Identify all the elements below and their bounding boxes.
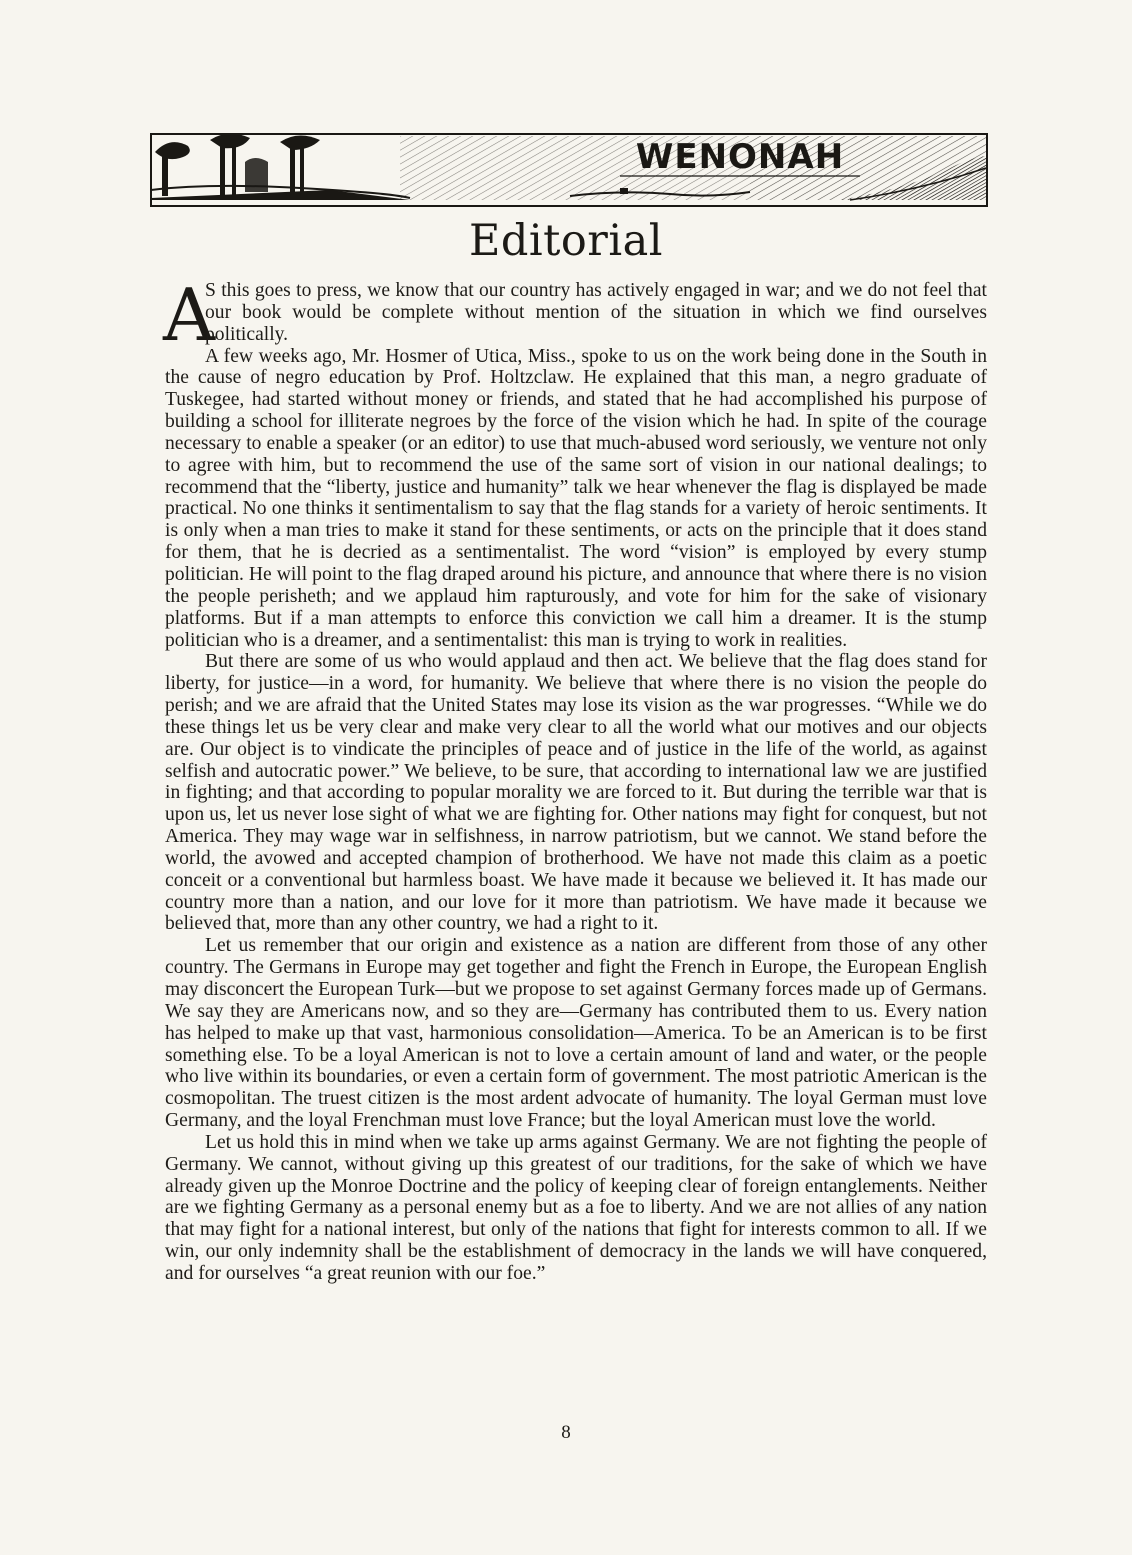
page-number: 8 [561, 1422, 571, 1443]
paragraph-1-text: S this goes to press, we know that our country has actively engaged in war; and we do not feel that our book would be complete without mention of the situation in which we find ourselves politically. [205, 280, 987, 345]
page-title: Editorial [468, 216, 664, 266]
banner-title: WENONAH [635, 137, 845, 177]
paragraph-1 [163, 273, 987, 357]
paragraph-5: Let us hold this in mind when we take up arms against Germany. We are not fighting the people of Germany. We cannot, without giving up this greatest of our traditions, for the sake of which we have already given up the Monroe Doctrine and the policy of keeping clear of foreign entanglements. Neither are we fighting Germany as a personal enemy but as a foe to liberty. And we are not allies of any nation that may fight for a national interest, but only of the nations that fight for interests common to all. If we win, our only indemnity shall be the establishment of democracy in the lands we will have conquered, and for ourselves “a great reunion with our foe.” [165, 1131, 987, 1284]
paragraph-3: But there are some of us who would applaud and then act. We believe that the flag does stand for liberty, for justice—in a word, for humanity. We believe that where there is no vision the people do perish; and we are afraid that the United States may lose its vision as the war progresses. “While we do these things let us be very clear and make very clear to all the world what our motives and our objects are. Our object is to vindicate the principles of peace and of justice in the life of the world, as against selfish and autocratic power.” We believe, to be sure, that according to international law we are justified in fighting; and that according to popular morality we are forced to it. But during the terrible war that is upon us, let us never lose sight of what we are fighting for. Other nations may fight for conquest, but not America. They may wage war in selfishness, in narrow patriotism, but we cannot. We stand before the world, the avowed and accepted champion of brotherhood. We have not made this claim as a poetic conceit or a conventional but harmless boast. We have made it because we believed it. It has made our country more than a nation, and our love for it more than patriotism. We have made it because we believed that, more than any other country, we had a right to it. [165, 651, 987, 935]
paragraph-2: A few weeks ago, Mr. Hosmer of Utica, Miss., spoke to us on the work being done in the South in the cause of negro education by Prof. Holtzclaw. He explained that this man, a negro graduate of Tuskegee, had started without money or friends, and stated that he had accomplished his purpose of building a school for illiterate negroes by the force of the vision which he had. In spite of the courage necessary to enable a speaker (or an editor) to use that much-abused word seriously, we venture not only to agree with him, but to recommend the use of the same sort of vision in our national dealings; to recommend that the “liberty, justice and humanity” talk we hear whenever the flag is displayed be made practical. No one thinks it sentimentalism to say that the flag stands for a variety of heroic sentiments. It is only when a man tries to make it stand for these sentiments, or acts on the principle that it does stand for them, that he is decried as a sentimentalist. The word “vision” is employed by every stump politician. He will point to the flag draped around his picture, and announce that where there is no vision the people perisheth; and we applaud him rapturously, and vote for him for the sake of visionary platforms. But if a man attempts to enforce this conviction we call him a dreamer. It is the stump politician who is a dreamer, and a sentimentalist: this man is trying to work in realities. [165, 345, 987, 651]
banner-illustration [150, 128, 988, 210]
paragraph-4: Let us remember that our origin and existence as a nation are different from those of any other country. The Germans in Europe may get together and fight the French in Europe, the European English may disconcert the European Turk—but we propose to set against Germany forces made up of Germans. We say they are Americans now, and so they are—Germany has contributed them to us. Every nation has helped to make up that vast, harmonious consolidation—America. To be an American is to be first something else. To be a loyal American is not to love a certain amount of land and water, or the people who live within its boundaries, or even a certain form of government. The most patriotic American is the cosmopolitan. The truest citizen is the most ardent advocate of humanity. The loyal German must love Germany, and the loyal Frenchman must love France; but the loyal American must love the world. [165, 935, 987, 1132]
drop-cap: A [163, 273, 215, 357]
header-banner [150, 128, 988, 210]
article-body [163, 273, 987, 1285]
